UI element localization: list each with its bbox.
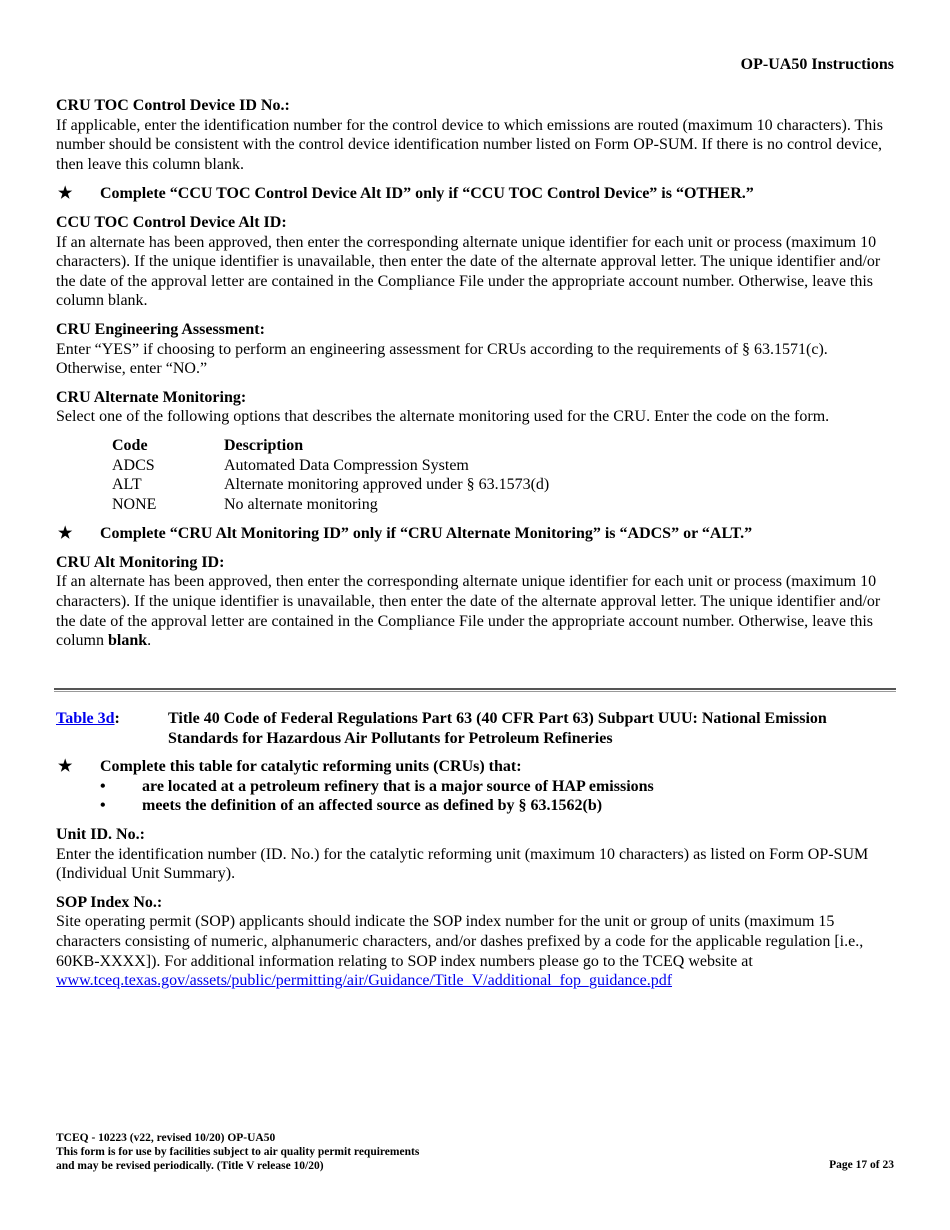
cru-altid-heading: CRU Alt Monitoring ID: <box>56 553 225 571</box>
desc-cell: Alternate monitoring approved under § 63.1573(d) <box>224 476 550 494</box>
sop-body <box>56 912 896 990</box>
footer-form-id: TCEQ - 10223 (v22, revised 10/20) OP-UA50 <box>56 1132 276 1144</box>
list-item <box>56 777 896 797</box>
code-table <box>112 436 896 514</box>
note-ccu-alt <box>56 184 896 204</box>
table3d-title-block <box>56 709 896 748</box>
code-table-header <box>112 436 896 456</box>
sop-heading: SOP Index No.: <box>56 893 163 911</box>
page-header-title: OP-UA50 Instructions <box>740 56 894 73</box>
note-table3d-text: Complete this table for catalytic reforming units (CRUs) that: <box>100 758 522 776</box>
bullet-icon: • <box>100 797 106 815</box>
section-cru-altid <box>56 553 896 651</box>
section-unit-id <box>56 825 896 884</box>
section-cru-eng <box>56 320 896 379</box>
code-header: Code <box>112 436 148 454</box>
desc-cell: Automated Data Compression System <box>224 456 469 474</box>
cru-altid-body-bold: blank <box>108 632 148 650</box>
list-item <box>56 796 896 816</box>
code-cell: ALT <box>112 476 142 494</box>
cru-toc-heading: CRU TOC Control Device ID No.: <box>56 97 290 114</box>
footer-note-2: and may be revised periodically. (Title V release 10/20) <box>56 1160 324 1172</box>
section-cru-altmon <box>56 388 896 515</box>
tceq-guidance-link[interactable]: www.tceq.texas.gov/assets/public/permitting/air/Guidance/Title_V/additional_fop_guidance.pdf <box>56 972 673 990</box>
unit-id-heading: Unit ID. No.: <box>56 825 145 843</box>
main-content <box>56 96 896 660</box>
table3d-colon: : <box>114 710 120 727</box>
code-row <box>112 456 896 476</box>
code-cell: ADCS <box>112 456 155 474</box>
section-divider <box>54 688 896 692</box>
code-row <box>112 475 896 495</box>
note-table3d <box>56 757 896 777</box>
cru-toc-body: If applicable, enter the identification number for the control device to which emissions are routed (maximum 10 characters). This number should be consistent with the control device identification number listed on Form OP-SUM. If there is no control device, then leave this column blank. <box>56 116 883 173</box>
bullet-icon: • <box>100 777 106 795</box>
table3d-content <box>56 709 896 1000</box>
ccu-alt-heading: CCU TOC Control Device Alt ID: <box>56 213 287 231</box>
table3d-label <box>56 709 168 748</box>
note-cru-altid-text: Complete “CRU Alt Monitoring ID” only if “CRU Alternate Monitoring” is “ADCS” or “ALT.” <box>100 525 753 543</box>
section-ccu-alt <box>56 213 896 311</box>
code-row <box>112 495 896 515</box>
cru-altid-body <box>56 572 896 650</box>
cru-altmon-heading: CRU Alternate Monitoring: <box>56 388 247 406</box>
code-cell: NONE <box>112 495 157 513</box>
note-cru-altid <box>56 524 896 544</box>
page-number: Page 17 of 23 <box>829 1159 894 1171</box>
sop-body-text: Site operating permit (SOP) applicants should indicate the SOP index number for the unit or group of units (maximum 15 characters consisting of numeric, alphanumeric characters, and/or dashes prefixed by a code for the applicable regulation [i.e., 60KB-XXXX]). For additional information relating to SOP index numbers please go to the TCEQ website at <box>56 913 864 970</box>
note-ccu-alt-text: Complete “CCU TOC Control Device Alt ID” only if “CCU TOC Control Device” is “OTHER.” <box>100 185 754 203</box>
bullet-text: meets the definition of an affected source as defined by § 63.1562(b) <box>142 797 603 815</box>
desc-header: Description <box>224 436 304 454</box>
cru-altmon-body: Select one of the following options that describes the alternate monitoring used for the CRU. Enter the code on the form. <box>56 408 830 426</box>
desc-cell: No alternate monitoring <box>224 495 378 513</box>
cru-eng-heading: CRU Engineering Assessment: <box>56 320 265 338</box>
unit-id-body: Enter the identification number (ID. No.) for the catalytic reforming unit (maximum 10 characters) as listed on Form OP-SUM (Individual Unit Summary). <box>56 845 869 883</box>
section-cru-toc <box>56 96 896 174</box>
section-sop <box>56 893 896 991</box>
cru-altid-body-text: If an alternate has been approved, then enter the corresponding alternate unique identifier for each unit or process (maximum 10 characters). If the unique identifier is unavailable, then enter the date of the alternate approval letter. The unique identifier and/or the date of the approval letter are contained in the Compliance File under the appropriate account number. Otherwise, leave this column <box>56 573 881 650</box>
star-icon: ★ <box>58 185 73 203</box>
table3d-title: Title 40 Code of Federal Regulations Part 63 (40 CFR Part 63) Subpart UUU: National Emission Standards for Hazardous Air Pollutants for Petroleum Refineries <box>168 710 827 747</box>
page-footer <box>56 1131 896 1173</box>
star-icon: ★ <box>58 525 73 543</box>
star-icon: ★ <box>58 758 73 776</box>
cru-eng-body: Enter “YES” if choosing to perform an engineering assessment for CRUs according to the requirements of § 63.1571(c). Otherwise, enter “NO.” <box>56 340 828 378</box>
footer-note-1: This form is for use by facilities subject to air quality permit requirements <box>56 1146 420 1158</box>
table3d-link[interactable]: Table 3d <box>56 710 115 727</box>
ccu-alt-body: If an alternate has been approved, then enter the corresponding alternate unique identifier for each unit or process (maximum 10 characters). If the unique identifier is unavailable, then enter the date of the alternate approval letter. The unique identifier and/or the date of the approval letter are contained in the Compliance File under the appropriate account number. Otherwise, leave this column blank. <box>56 233 881 310</box>
cru-altid-body-end: . <box>147 632 152 650</box>
bullet-text: are located at a petroleum refinery that is a major source of HAP emissions <box>142 777 654 795</box>
